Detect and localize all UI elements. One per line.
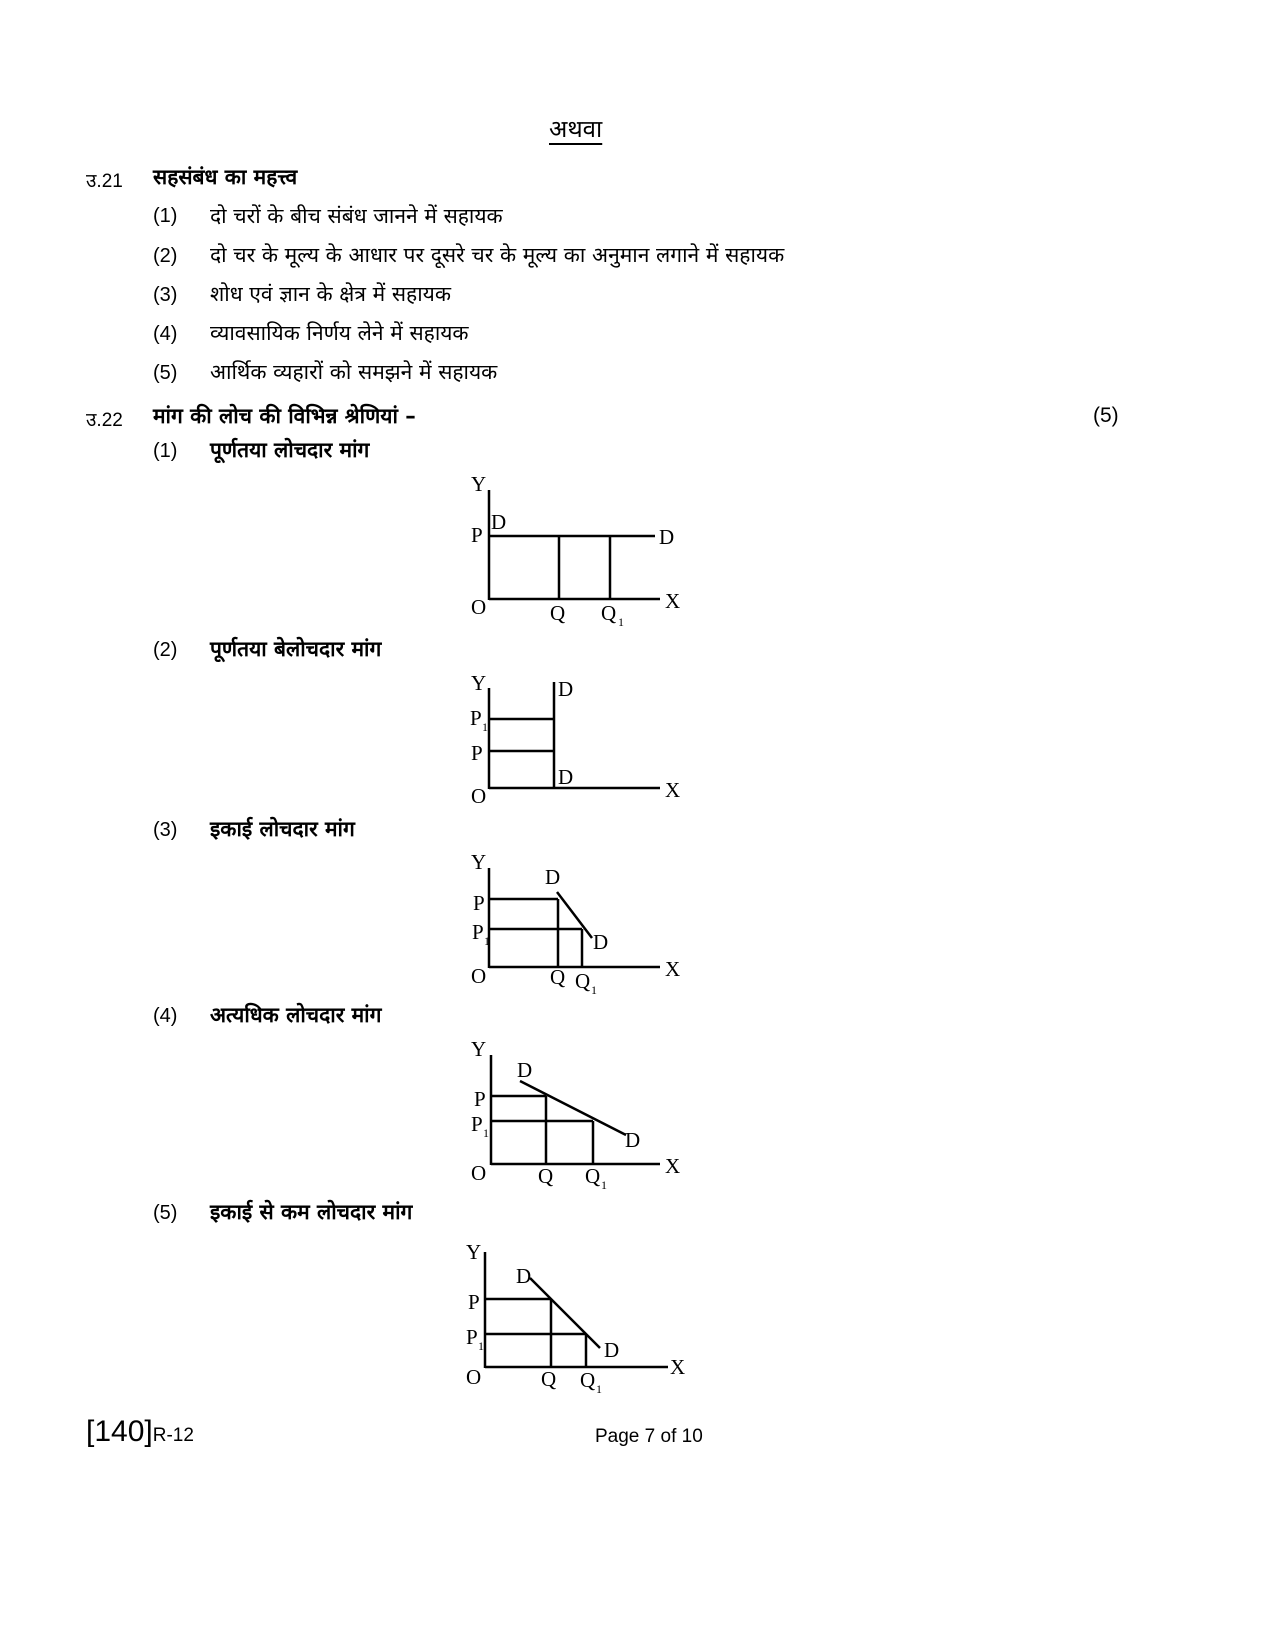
y-axis-label: Y <box>471 671 487 695</box>
subscript-1: 1 <box>482 720 488 734</box>
quantity-label-q1: Q <box>575 969 591 993</box>
price-label-p: P <box>468 1290 480 1314</box>
quantity-label-q: Q <box>550 601 566 625</box>
q22-item-3-text: इकाई लोचदार मांग <box>210 817 355 841</box>
q21-item-3-text: शोध एवं ज्ञान के क्षेत्र में सहायक <box>210 282 451 306</box>
origin-label: O <box>471 1161 487 1185</box>
q22-marks: (5) <box>1093 404 1119 427</box>
subscript-1: 1 <box>618 615 624 629</box>
alternative-heading: अथवा <box>549 115 603 143</box>
demand-label: D <box>558 765 574 789</box>
demand-label: D <box>517 1058 533 1082</box>
origin-label: O <box>471 964 487 988</box>
q21-number: उ.21 <box>86 171 123 192</box>
q22-item-2-number: (2) <box>153 639 178 661</box>
x-axis-label: X <box>670 1355 686 1379</box>
q22-item-4-text: अत्यधिक लोचदार मांग <box>210 1003 382 1027</box>
q21-title: सहसंबंध का महत्त्व <box>153 165 298 189</box>
quantity-label-q1: Q <box>601 601 617 625</box>
origin-label: O <box>471 595 487 619</box>
demand-label: D <box>516 1264 532 1288</box>
quantity-label-q: Q <box>538 1164 554 1188</box>
demand-label: D <box>558 677 574 701</box>
price-label-p: P <box>471 741 483 765</box>
q21-item-2-text: दो चर के मूल्य के आधार पर दूसरे चर के मूल्य का अनुमान लगाने में सहायक <box>210 243 785 267</box>
q22-item-5-number: (5) <box>153 1202 178 1224</box>
x-axis-label: X <box>665 589 681 613</box>
demand-curve <box>530 1278 600 1348</box>
q22-number: उ.22 <box>86 410 123 431</box>
q22-item-4-number: (4) <box>153 1005 178 1027</box>
demand-label: D <box>604 1338 620 1362</box>
price-label-p1: P <box>466 1325 478 1349</box>
price-label-p: P <box>473 891 485 915</box>
q22-item-2-text: पूर्णतया बेलोचदार मांग <box>210 637 382 661</box>
demand-label: D <box>625 1128 641 1152</box>
page-number: Page 7 of 10 <box>595 1426 703 1447</box>
x-axis-label: X <box>665 1154 681 1178</box>
q21-item-3-number: (3) <box>153 284 178 306</box>
origin-label: O <box>471 784 487 808</box>
subscript-1: 1 <box>478 1339 484 1353</box>
price-label-p: P <box>471 523 483 547</box>
price-label-p1: P <box>470 706 482 730</box>
q21-item-4-text: व्यावसायिक निर्णय लेने में सहायक <box>210 321 469 345</box>
q21-item-1-text: दो चरों के बीच संबंध जानने में सहायक <box>210 204 503 228</box>
q21-item-4-number: (4) <box>153 323 178 345</box>
subscript-1: 1 <box>484 934 490 948</box>
subscript-1: 1 <box>483 1126 489 1140</box>
subscript-1: 1 <box>601 1178 607 1192</box>
demand-label: D <box>659 525 675 549</box>
q21-item-5-number: (5) <box>153 362 178 384</box>
y-axis-label: Y <box>471 850 487 874</box>
paper-code <box>86 1415 194 1449</box>
y-axis-label: Y <box>466 1240 482 1264</box>
price-label-p1: P <box>471 1112 483 1136</box>
subscript-1: 1 <box>591 983 597 997</box>
demand-label: D <box>545 865 561 889</box>
paper-series: R-12 <box>152 1425 194 1446</box>
q21-item-2-number: (2) <box>153 245 178 267</box>
y-axis-label: Y <box>471 1037 487 1061</box>
q22-item-1-text: पूर्णतया लोचदार मांग <box>210 438 370 462</box>
subscript-1: 1 <box>596 1382 602 1396</box>
price-label-p1: P <box>472 920 484 944</box>
q21-item-5-text: आर्थिक व्यहारों को समझने में सहायक <box>210 360 498 384</box>
x-axis-label: X <box>665 778 681 802</box>
quantity-label-q1: Q <box>585 1164 601 1188</box>
q22-title: मांग की लोच की विभिन्न श्रेणियां – <box>153 404 416 428</box>
q21-item-1-number: (1) <box>153 205 178 227</box>
q22-item-1-number: (1) <box>153 440 178 462</box>
q22-item-5-text: इकाई से कम लोचदार मांग <box>210 1200 413 1224</box>
quantity-label-q: Q <box>550 965 566 989</box>
demand-label: D <box>593 930 609 954</box>
price-label-p: P <box>474 1087 486 1111</box>
paper-code-number: [140] <box>86 1415 153 1448</box>
origin-label: O <box>466 1365 482 1389</box>
demand-label: D <box>491 510 507 534</box>
x-axis-label: X <box>665 957 681 981</box>
y-axis-label: Y <box>471 472 487 496</box>
q22-item-3-number: (3) <box>153 819 178 841</box>
quantity-label-q1: Q <box>580 1368 596 1392</box>
quantity-label-q: Q <box>541 1367 557 1391</box>
